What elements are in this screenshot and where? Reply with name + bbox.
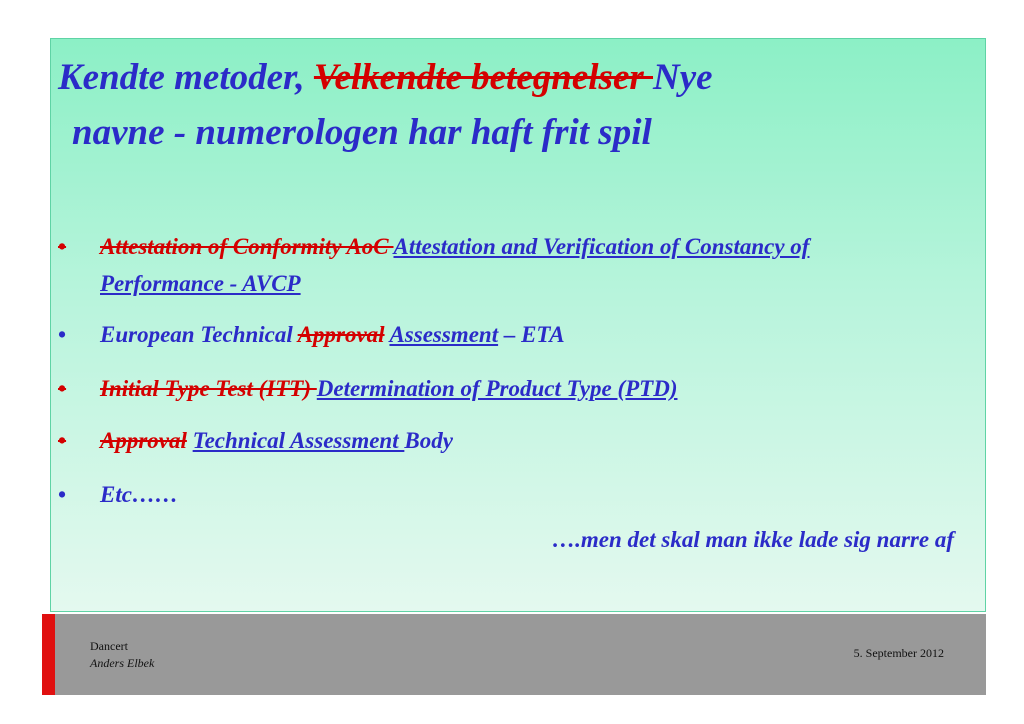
title-part1: Kendte metoder,	[58, 57, 314, 98]
bullet-3-struck: Initial Type Test (ITT)	[100, 376, 317, 401]
slide-tagline: ….men det skal man ikke lade sig narre af	[552, 527, 954, 552]
bullet-2-struck: Approval	[297, 322, 385, 347]
title-line2: navne - numerologen har haft frit spil	[72, 112, 652, 153]
bullet-item-3	[58, 370, 930, 407]
slide-title	[58, 50, 958, 160]
bullet-5-text: Etc……	[100, 482, 178, 507]
bullet-4-new: Technical Assessment	[192, 428, 405, 453]
bullet-4-suffix: Body	[404, 428, 453, 453]
bullet-dot-icon: •	[58, 322, 67, 347]
title-struck-text: Velkendte betegnelser	[313, 57, 654, 98]
bullet-1-struck: Attestation of Conformity AoC	[100, 234, 394, 259]
footer-company: Dancert	[90, 639, 128, 653]
bullet-item-5	[58, 476, 930, 513]
bullet-item-2	[58, 316, 930, 353]
bullet-2-suffix: – ETA	[498, 322, 565, 347]
bullet-item-4	[58, 422, 930, 459]
bullet-1-new: Attestation and Verification of Constancy of Performance - AVCP	[100, 234, 810, 296]
bullet-4-struck: Approval	[100, 428, 187, 453]
bullet-2-new: Assessment	[389, 322, 499, 347]
bullet-dot-icon: •	[58, 428, 67, 453]
footer-date: 5. September 2012	[853, 646, 944, 660]
bullet-3-new: Determination of Product Type (PTD)	[316, 376, 678, 401]
slide-footer	[42, 614, 986, 695]
footer-accent-bar	[42, 614, 55, 695]
bullet-2-prefix: European Technical	[100, 322, 298, 347]
bullet-item-1	[58, 228, 930, 302]
bullet-dot-icon: •	[58, 234, 67, 259]
bullet-dot-icon: •	[58, 376, 67, 401]
footer-author: Anders Elbek	[90, 656, 155, 670]
title-part2: Nye	[653, 57, 713, 98]
bullet-dot-icon: •	[58, 482, 67, 507]
